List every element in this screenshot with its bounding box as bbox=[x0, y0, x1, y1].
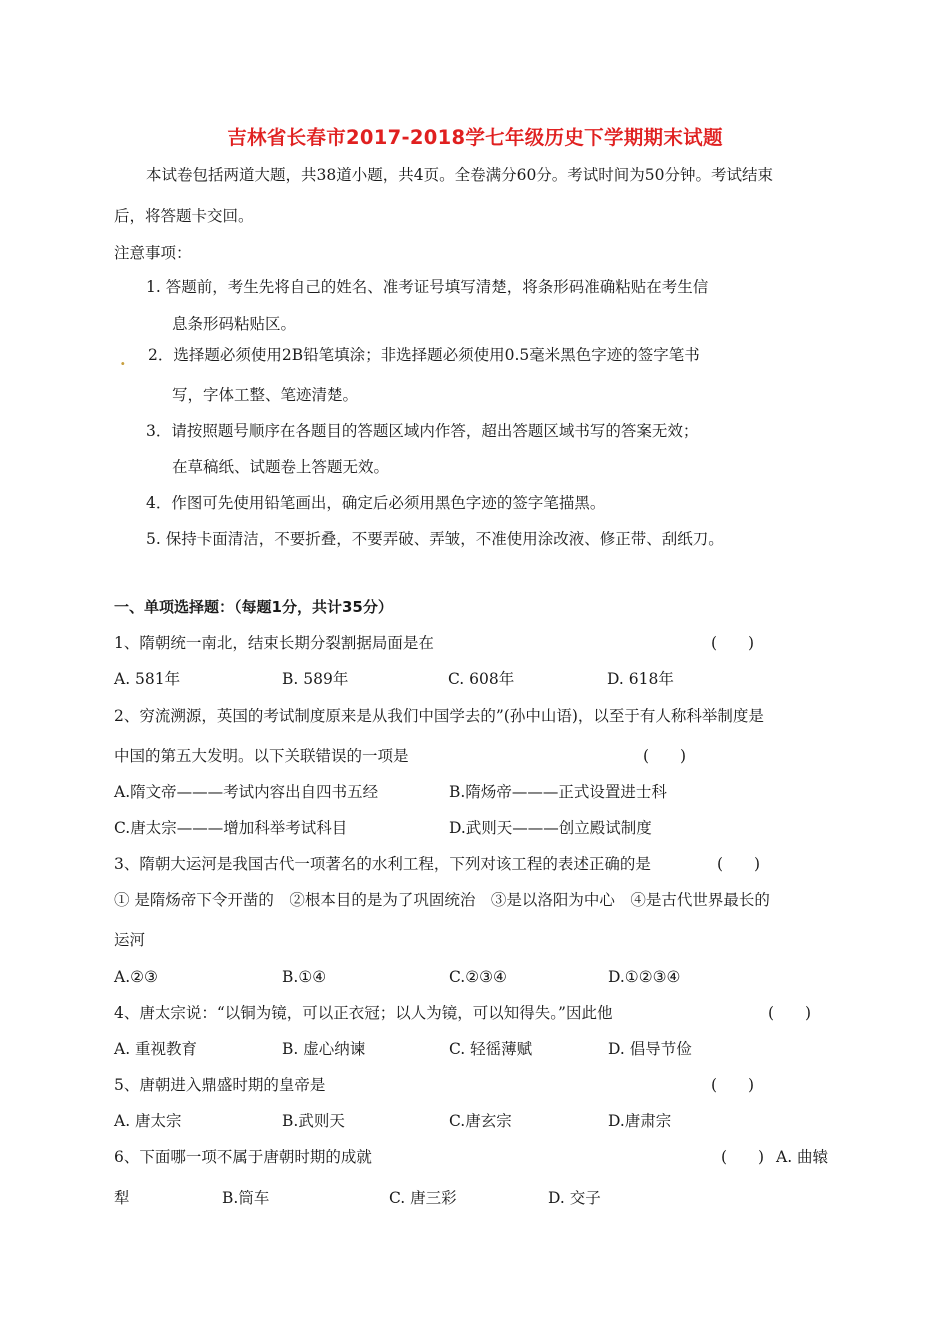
q5-option-c: C.唐玄宗 bbox=[449, 1112, 512, 1130]
q3-statements-line-1: ① 是隋炀帝下令开凿的 ②根本目的是为了巩固统治 ③是以洛阳为中心 ④是古代世界最长的 bbox=[114, 891, 770, 909]
intro-line-2: 后，将答题卡交回。 bbox=[114, 207, 254, 225]
page-title: 吉林省长春市2017-2018学七年级历史下学期期末试题 bbox=[227, 126, 723, 149]
q4-option-b: B. 虚心纳谏 bbox=[282, 1040, 366, 1058]
notice-item-1: 1. 答题前，考生先将自己的姓名、准考证号填写清楚，将条形码准确粘贴在考生信 bbox=[146, 278, 709, 296]
q3-answer-bracket: ( ) bbox=[717, 855, 761, 873]
q3-option-b: B.①④ bbox=[282, 968, 327, 986]
q3-stem: 3、隋朝大运河是我国古代一项著名的水利工程，下列对该工程的表述正确的是 bbox=[114, 855, 651, 873]
q4-option-a: A. 重视教育 bbox=[114, 1040, 198, 1058]
q6-option-a-cont: 犁 bbox=[114, 1189, 130, 1207]
notice-item-2: 2．选择题必须使用2B铅笔填涂；非选择题必须使用0.5毫米黑色字迹的签字笔书 bbox=[148, 346, 700, 364]
q2-stem-line-1: 2、穷流溯源，英国的考试制度原来是从我们中国学去的”(孙中山语)，以至于有人称科举制度是 bbox=[114, 707, 764, 725]
q3-option-a: A.②③ bbox=[114, 968, 158, 986]
notice-heading: 注意事项： bbox=[114, 244, 192, 262]
q6-option-c: C. 唐三彩 bbox=[389, 1189, 457, 1207]
q1-stem: 1、隋朝统一南北，结束长期分裂割据局面是在 bbox=[114, 634, 434, 652]
q2-option-c: C.唐太宗———增加科举考试科目 bbox=[114, 819, 348, 837]
q3-statements-line-2: 运河 bbox=[114, 931, 146, 949]
notice-item-3: 3．请按照题号顺序在各题目的答题区域内作答，超出答题区域书写的答案无效； bbox=[146, 422, 699, 440]
margin-mark: . bbox=[120, 350, 126, 369]
q5-option-d: D.唐肃宗 bbox=[608, 1112, 672, 1130]
q6-option-a: A. 曲辕 bbox=[776, 1148, 829, 1166]
notice-item-1-cont: 息条形码粘贴区。 bbox=[172, 315, 297, 333]
q1-option-a: A. 581年 bbox=[114, 670, 181, 688]
notice-item-3-cont: 在草稿纸、试题卷上答题无效。 bbox=[172, 458, 390, 476]
q6-option-d: D. 交子 bbox=[548, 1189, 601, 1207]
q2-option-a: A.隋文帝———考试内容出自四书五经 bbox=[114, 783, 379, 801]
q6-answer-bracket: ( ) bbox=[721, 1148, 765, 1166]
q1-option-b: B. 589年 bbox=[282, 670, 349, 688]
q1-option-d: D. 618年 bbox=[607, 670, 674, 688]
notice-item-5: 5. 保持卡面清洁，不要折叠，不要弄破、弄皱，不准使用涂改液、修正带、刮纸刀。 bbox=[146, 530, 724, 548]
q5-option-b: B.武则天 bbox=[282, 1112, 345, 1130]
q5-answer-bracket: ( ) bbox=[711, 1076, 755, 1094]
q1-option-c: C. 608年 bbox=[448, 670, 515, 688]
q2-stem-line-2: 中国的第五大发明。以下关联错误的一项是 bbox=[114, 747, 409, 765]
q2-option-d: D.武则天———创立殿试制度 bbox=[449, 819, 652, 837]
q2-answer-bracket: ( ) bbox=[643, 747, 687, 765]
q4-option-c: C. 轻徭薄赋 bbox=[449, 1040, 533, 1058]
q2-option-b: B.隋炀帝———正式设置进士科 bbox=[449, 783, 667, 801]
notice-item-4: 4．作图可先使用铅笔画出，确定后必须用黑色字迹的签字笔描黑。 bbox=[146, 494, 606, 512]
q1-answer-bracket: ( ) bbox=[711, 634, 755, 652]
q6-option-b: B.筒车 bbox=[222, 1189, 270, 1207]
q4-option-d: D. 倡导节俭 bbox=[608, 1040, 692, 1058]
q5-stem: 5、唐朝进入鼎盛时期的皇帝是 bbox=[114, 1076, 326, 1094]
section-heading: 一、单项选择题：（每题1分，共计35分） bbox=[114, 598, 393, 616]
q4-stem: 4、唐太宗说：“以铜为镜，可以正衣冠；以人为镜，可以知得失。”因此他 bbox=[114, 1004, 613, 1022]
q3-option-c: C.②③④ bbox=[449, 968, 507, 986]
q4-answer-bracket: ( ) bbox=[768, 1004, 812, 1022]
q6-stem: 6、下面哪一项不属于唐朝时期的成就 bbox=[114, 1148, 372, 1166]
q5-option-a: A. 唐太宗 bbox=[114, 1112, 182, 1130]
q3-option-d: D.①②③④ bbox=[608, 968, 681, 986]
notice-item-2-cont: 写，字体工整、笔迹清楚。 bbox=[172, 386, 359, 404]
intro-line-1: 本试卷包括两道大题，共38道小题，共4页。全卷满分60分。考试时间为50分钟。考试结束 bbox=[146, 166, 774, 184]
